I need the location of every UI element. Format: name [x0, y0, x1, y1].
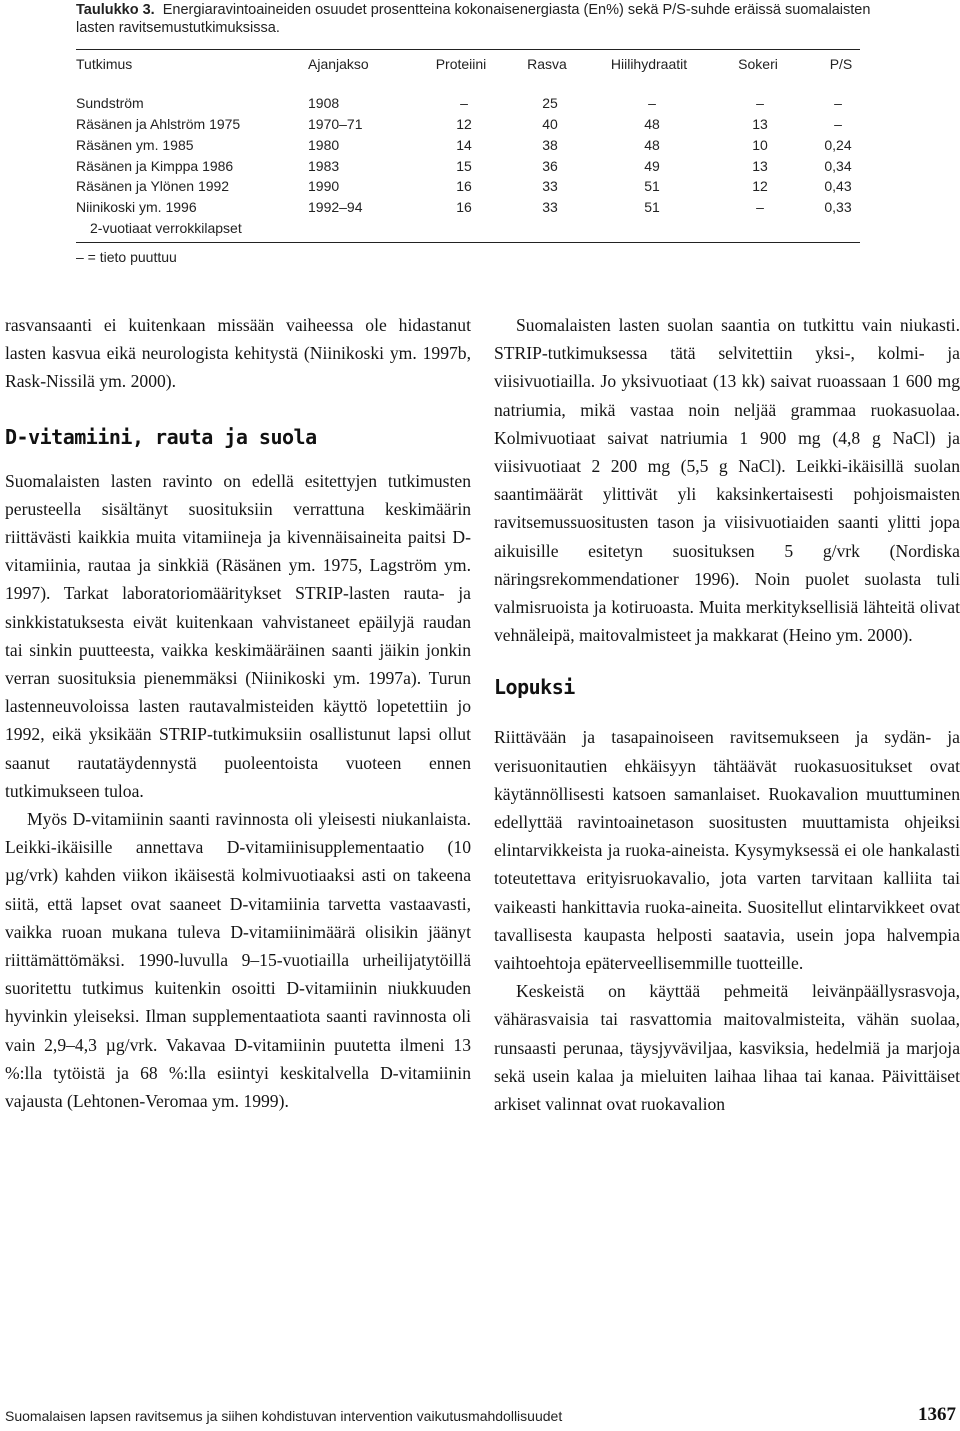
table-row	[76, 156, 860, 176]
table-header-row	[76, 54, 860, 74]
cell-ps: –	[834, 116, 842, 132]
cell-fat: 25	[542, 95, 558, 111]
cell-carbs: 48	[644, 137, 660, 153]
table-row	[76, 197, 860, 217]
cell-carbs: –	[648, 95, 656, 111]
cell-study: Sundström	[76, 95, 144, 111]
table-label: Taulukko 3.	[76, 2, 155, 18]
cell-period: 1980	[308, 137, 340, 153]
table-caption-text: Energiaravintoaineiden osuudet prosentteina kokonaisenergiasta (En%) sekä P/S-suhde eräissä suomalaisten lasten ravitsemustutkimuksissa.	[76, 2, 871, 36]
cell-carbs: 51	[644, 178, 660, 194]
header-period: Ajanjakso	[308, 56, 369, 72]
cell-sugar: –	[756, 199, 764, 215]
cell-ps: 0,43	[824, 178, 852, 194]
header-fat: Rasva	[527, 56, 567, 72]
cell-period: 1970–71	[308, 116, 363, 132]
section-heading-d-vitamin: D-vitamiini, rauta ja suola	[5, 424, 317, 449]
cell-protein: 14	[456, 137, 472, 153]
table-top-rule	[76, 49, 860, 50]
header-protein: Proteiini	[435, 56, 487, 72]
cell-protein: 16	[456, 178, 472, 194]
paragraph: Keskeistä on käyttää pehmeitä leivänpäällysrasvoja, vähärasvaisia tai rasvattomia maitovalmisteita, vähän suolaa, runsaasti perunaa, täysjyväviljaa, kasviksia, hedelmiä ja marjoja sekä usein kalaa ja mieluiten laihaa lihaa tai kanaa. Päivittäiset arkiset valinnat ovat ruokavalion	[494, 981, 960, 1115]
cell-fat: 40	[542, 116, 558, 132]
table-row	[76, 93, 860, 113]
page-number: 1367	[918, 1404, 956, 1425]
cell-protein: –	[460, 95, 468, 111]
paragraph: Suomalaisten lasten ravinto on edellä esitettyjen tutkimusten perusteella sisältänyt suosituksiin verrattuna keskimäärin riittävästi kaikkia muita vitamiineja ja kivennäisaineita paitsi D-vitamiinia, rautaa ja sinkkiä (Räsänen ym. 1975, Lagström ym. 1997). Tarkat laboratoriomääritykset STRIP-lasten rauta- ja sinkkistatuksesta eivät kuitenkaan vahvistaneet epäilyjä raudan tai sinkin puutteesta, vaikka keskimääräinen saanti jäikin jonkin verran suosituksia pienemmäksi (Niinikoski ym. 1997a). Turun lastenneuvoloissa lasten rautavalmisteiden käyttö lopetettiin jo 1992, eikä yksikään STRIP-tutkimuksiin osallistunut lapsi ollut saanut rautatäydennystä puoleentoista vuoteen ennen tutkimukseen tuloa.	[5, 470, 471, 801]
cell-ps: 0,33	[824, 199, 852, 215]
header-sugar: Sokeri	[738, 56, 778, 72]
paragraph: rasvansaanti ei kuitenkaan missään vaiheessa ole hidastanut lasten kasvua eikä neurologista kehitystä (Niinikoski ym. 1997b, Rask-Nissilä ym. 2000).	[5, 315, 471, 392]
cell-protein: 15	[456, 158, 472, 174]
cell-sugar: 13	[752, 158, 768, 174]
cell-ps: –	[834, 95, 842, 111]
left-column	[5, 311, 471, 1115]
right-column	[494, 311, 960, 1118]
paragraph: Suomalaisten lasten suolan saantia on tutkittu vain niukasti. STRIP-tutkimuksessa tätä selvitettiin yksi-, kolmi- ja viisivuotiailla. Jo yksivuotiaat (13 kk) saivat ruoassaan 1 600 mg natriumia, mikä vastaa noin neljää grammaa ruokasuolaa. Kolmivuotiaat saivat natriumia 1 900 mg (4,8 g NaCl) ja viisivuotiaat 2 200 mg (5,5 g NaCl). Leikki-ikäisillä suolan saantimäärät ylittivät yli kaksinkertaisesti pohjoismaisten ravitsemussuositusten tason ja viisivuotiaiden saanti ylitti jopa aikuisille esitetyn suosituksen 5 g/vrk (Nordiska näringsrekommendationer 1996). Noin puolet suolasta tuli valmisruoista ja kotiruoasta. Muita merkityksellisiä lähteitä olivat vehnäleipä, maitovalmisteet ja makkarat (Heino ym. 2000).	[494, 315, 960, 646]
cell-period: 1908	[308, 95, 340, 111]
cell-period: 1983	[308, 158, 340, 174]
cell-study: Räsänen ja Ahlström 1975	[76, 116, 241, 132]
cell-fat: 33	[542, 199, 558, 215]
table-row	[76, 114, 860, 134]
cell-fat: 33	[542, 178, 558, 194]
cell-carbs: 49	[644, 158, 660, 174]
table-footnote: – = tieto puuttuu	[76, 249, 177, 265]
cell-fat: 36	[542, 158, 558, 174]
cell-sugar: 13	[752, 116, 768, 132]
cell-ps: 0,34	[824, 158, 852, 174]
table-row	[76, 176, 860, 196]
cell-carbs: 48	[644, 116, 660, 132]
cell-study: Räsänen ja Ylönen 1992	[76, 178, 230, 194]
header-carbs: Hiilihydraatit	[610, 56, 688, 72]
table-bottom-rule	[76, 242, 860, 243]
header-study: Tutkimus	[76, 56, 133, 72]
paragraph: Riittävään ja tasapainoiseen ravitsemukseen ja sydän- ja verisuonitautien ehkäisyyn tähtäävät ruokasuositukset ovat käytännöllisesti katsoen samanlaiset. Ruokavalion muuttuminen edellyttää ravintoainetason suositusten muuttamista ohjeiksi elintarvikkeista ja ruoka-aineista. Kysymyksessä ei ole hankalasti toteutettava erityisruokavalio, jota varten tarvitaan kalliita tai vaikeasti hankittavia ruoka-aineita. Suositellut elintarvikkeet ovat tavallisesta kaupasta helposti saatavia, usein jopa halvempia vaihtoehtoja epäterveellisemmille tuotteille.	[494, 727, 960, 974]
section-heading-lopuksi: Lopuksi	[494, 675, 575, 700]
cell-study: Räsänen ym. 1985	[76, 137, 194, 153]
cell-fat: 38	[542, 137, 558, 153]
cell-protein: 16	[456, 199, 472, 215]
running-footer: Suomalaisen lapsen ravitsemus ja siihen kohdistuvan intervention vaikutusmahdollisuudet	[5, 1408, 563, 1424]
cell-sugar: 12	[752, 178, 768, 194]
header-ps: P/S	[829, 56, 853, 72]
table-row	[76, 135, 860, 155]
table-caption	[76, 1, 896, 37]
cell-study: Niinikoski ym. 1996	[76, 199, 197, 215]
paragraph: Myös D-vitamiinin saanti ravinnosta oli yleisesti niukanlaista. Leikki-ikäisille annettava D-vitamiinisupplementaatio (10 µg/vrk) kahden viikon ikäisestä kolmivuotiaaksi asti on takeena siitä, että lapset ovat saaneet D-vitamiinia tarvetta vastaavasti, vaikka ruoan mukana tuleva D-vitamiinimäärä olisikin jäänyt riittämättömäksi. 1990-luvulla 9–15-vuotiailla urheilijatytöillä suoritettu tutkimus kuitenkin osoitti D-vitamiinin niukkuuden hyvinkin yleiseksi. Ilman supplementaatiota saanti ravinnosta oli vain 2,9–4,3 µg/vrk. Vakavaa D-vitamiinin puutetta ilmeni 13 %:lla tytöistä ja 68 %:lla esiintyi keskitalvella D-vitamiinin vajausta (Lehtonen-Veromaa ym. 1999).	[5, 809, 471, 1112]
cell-protein: 12	[456, 116, 472, 132]
row-note: 2-vuotiaat verrokkilapset	[90, 220, 242, 236]
cell-study: Räsänen ja Kimppa 1986	[76, 158, 234, 174]
cell-ps: 0,24	[824, 137, 852, 153]
cell-carbs: 51	[644, 199, 660, 215]
cell-sugar: 10	[752, 137, 768, 153]
cell-period: 1990	[308, 178, 340, 194]
cell-period: 1992–94	[308, 199, 363, 215]
table-row-note	[76, 218, 860, 238]
cell-sugar: –	[756, 95, 764, 111]
